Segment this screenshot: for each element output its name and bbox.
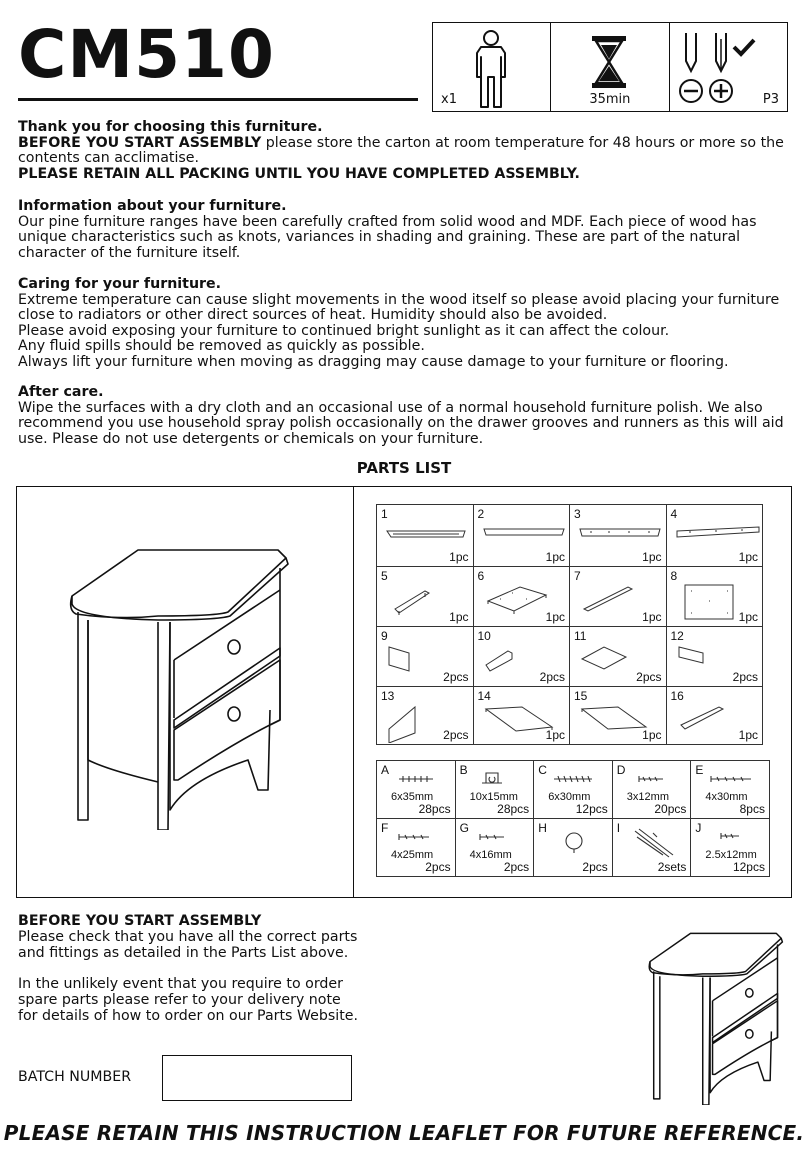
part-cell xyxy=(569,626,667,687)
caring-line: Extreme temperature can cause slight movements in the wood itself so please avoid placing your furniture close to radiators or other direct sources of heat. Humidity should also be avoided. xyxy=(18,291,780,324)
fitting-letter: C xyxy=(538,763,547,777)
fitting-cell xyxy=(455,760,535,819)
fitting-size: 4x16mm xyxy=(469,849,512,861)
part-number: 2 xyxy=(477,507,485,521)
part-quantity: 1pc xyxy=(738,728,758,742)
part-number: 8 xyxy=(670,569,678,583)
fitting-drawing xyxy=(629,827,679,859)
part-number: 12 xyxy=(670,629,684,643)
fitting-cell xyxy=(612,760,692,819)
part-number: 4 xyxy=(670,507,678,521)
fitting-quantity: 2pcs xyxy=(582,860,608,874)
fitting-letter: B xyxy=(459,763,468,777)
fitting-quantity: 20pcs xyxy=(654,802,687,816)
caring-section xyxy=(18,277,793,371)
part-cell xyxy=(666,504,764,567)
part-quantity: 1pc xyxy=(449,550,469,564)
hourglass-icon xyxy=(589,35,629,89)
fitting-cell xyxy=(455,818,535,877)
fitting-size: 6x35mm xyxy=(391,791,434,803)
info-heading: Information about your furniture. xyxy=(18,198,287,214)
assembly-time: 35min xyxy=(589,92,631,107)
fitting-cell xyxy=(533,818,613,877)
part-quantity: 2pcs xyxy=(636,670,662,684)
footer-notice: PLEASE RETAIN THIS INSTRUCTION LEAFLET FOR FUTURE REFERENCE. xyxy=(3,1121,805,1145)
aftercare-section xyxy=(18,385,793,447)
fitting-letter: J xyxy=(695,821,702,835)
part-cell xyxy=(376,626,474,687)
part-quantity: 1pc xyxy=(642,610,662,624)
fitting-quantity: 2pcs xyxy=(503,860,530,874)
part-number: 7 xyxy=(574,569,581,583)
fitting-letter: G xyxy=(459,821,469,835)
before-line: spare parts please refer to your delivery note xyxy=(18,992,341,1008)
fitting-cell xyxy=(376,818,456,877)
before-line: for details of how to order on our Parts Website. xyxy=(18,1008,359,1024)
fitting-letter: F xyxy=(381,821,389,835)
batch-number-field[interactable] xyxy=(162,1055,352,1101)
small-cabinet-illustration xyxy=(640,915,790,1105)
thanks-heading: Thank you for choosing this furniture. xyxy=(18,119,323,135)
before-line: Please check that you have all the correct parts xyxy=(18,929,358,945)
intro-section xyxy=(18,120,793,182)
caring-heading: Caring for your furniture. xyxy=(18,276,222,292)
part-cell xyxy=(569,686,667,745)
batch-number-label: BATCH NUMBER xyxy=(18,1069,132,1085)
model-number: CM510 xyxy=(18,16,275,93)
part-cell xyxy=(473,504,571,567)
part-quantity: 2pcs xyxy=(539,670,565,684)
before-text: please store the carton at room temperature for 48 hours or more so the contents can acclimatise. xyxy=(18,134,784,167)
part-quantity: 1pc xyxy=(738,550,758,564)
fitting-quantity: 2pcs xyxy=(425,860,451,874)
fitting-size: 3x12mm xyxy=(626,791,669,803)
info-section xyxy=(18,199,793,261)
fitting-letter: A xyxy=(381,763,390,777)
fitting-quantity: 2sets xyxy=(657,860,687,874)
part-quantity: 2pcs xyxy=(732,670,758,684)
assembly-info-box xyxy=(432,22,788,112)
part-cell xyxy=(473,566,571,627)
fitting-cell xyxy=(533,760,613,819)
part-quantity: 1pc xyxy=(545,550,565,564)
before-label: BEFORE YOU START ASSEMBLY xyxy=(18,134,262,151)
part-cell xyxy=(376,566,474,627)
caring-line: Any fluid spills should be removed as quickly as possible. xyxy=(18,338,425,355)
parts-list-title: PARTS LIST xyxy=(356,459,452,477)
part-cell xyxy=(569,504,667,567)
part-number: 1 xyxy=(381,507,388,521)
fitting-letter: E xyxy=(695,763,704,777)
part-cell xyxy=(473,626,571,687)
before-line: In the unlikely event that you require to order xyxy=(18,976,343,992)
fitting-size: 6x30mm xyxy=(548,791,591,803)
part-quantity: 2pcs xyxy=(443,728,469,742)
fitting-size: 4x25mm xyxy=(391,849,434,861)
people-count: x1 xyxy=(441,92,457,107)
aftercare-heading: After care. xyxy=(18,384,104,400)
part-quantity: 1pc xyxy=(545,610,565,624)
part-cell xyxy=(666,566,764,627)
fitting-letter: D xyxy=(616,763,626,777)
caring-line: Always lift your furniture when moving as dragging may cause damage to your furniture or flooring. xyxy=(18,353,729,370)
part-cell xyxy=(666,686,764,745)
part-number: 6 xyxy=(477,569,485,583)
fitting-size: 4x30mm xyxy=(705,791,748,803)
part-number: 14 xyxy=(477,689,491,703)
fitting-drawing xyxy=(550,827,600,859)
part-number: 9 xyxy=(381,629,388,643)
part-cell xyxy=(473,686,571,745)
fitting-quantity: 28pcs xyxy=(418,802,451,816)
part-cell xyxy=(569,566,667,627)
parts-list-divider xyxy=(353,486,354,898)
fitting-cell xyxy=(690,760,770,819)
fitting-cell xyxy=(612,818,692,877)
part-number: 13 xyxy=(381,689,395,703)
fitting-letter: H xyxy=(538,821,547,835)
bedside-cabinet-illustration xyxy=(58,520,298,830)
acclimatise-note xyxy=(18,136,793,167)
fitting-letter: I xyxy=(616,821,621,835)
part-number: 5 xyxy=(381,569,388,583)
part-number: 10 xyxy=(477,629,491,643)
fitting-quantity: 12pcs xyxy=(575,802,608,816)
part-quantity: 1pc xyxy=(642,728,662,742)
part-number: 16 xyxy=(670,689,684,703)
before-line: and fittings as detailed in the Parts List above. xyxy=(18,945,349,961)
time-cell xyxy=(551,23,669,111)
model-underline xyxy=(18,98,418,101)
caring-line: Please avoid exposing your furniture to continued bright sunlight as it can affect the colour. xyxy=(18,322,670,339)
part-cell xyxy=(376,686,474,745)
person-icon xyxy=(473,29,509,109)
part-number: 15 xyxy=(574,689,588,703)
fitting-size: 2.5x12mm xyxy=(705,849,757,861)
part-cell xyxy=(376,504,474,567)
before-heading: BEFORE YOU START ASSEMBLY xyxy=(18,913,262,929)
before-assembly-section xyxy=(18,913,398,1024)
part-quantity: 1pc xyxy=(738,610,758,624)
part-quantity: 2pcs xyxy=(443,670,469,684)
part-quantity: 1pc xyxy=(642,550,662,564)
tools-cell xyxy=(670,23,787,111)
aftercare-text: Wipe the surfaces with a dry cloth and an occasional use of a normal household furniture polish. We also recommend you use household spray polish occasionally on the drawer grooves and runners as this will aid use. Please do not use detergents or chemicals on your furniture. xyxy=(18,399,784,447)
retain-packing: PLEASE RETAIN ALL PACKING UNTIL YOU HAVE COMPLETED ASSEMBLY. xyxy=(18,165,580,182)
part-quantity: 1pc xyxy=(545,728,565,742)
fitting-size: 10x15mm xyxy=(469,791,518,803)
info-text: Our pine furniture ranges have been carefully crafted from solid wood and MDF. Each piece of wood has unique characteristics such as knots, variances in shading and graining. These are part of the natural character of the furniture itself. xyxy=(18,213,757,261)
part-number: 11 xyxy=(574,629,587,643)
part-cell xyxy=(666,626,764,687)
part-quantity: 1pc xyxy=(449,610,469,624)
part-number: 3 xyxy=(574,507,581,521)
fitting-quantity: 28pcs xyxy=(497,802,530,816)
people-cell xyxy=(433,23,551,111)
fitting-quantity: 8pcs xyxy=(739,802,765,816)
fitting-cell xyxy=(376,760,456,819)
fitting-quantity: 12pcs xyxy=(732,860,765,874)
fitting-cell xyxy=(690,818,770,877)
screwdriver-size: P3 xyxy=(762,92,779,107)
